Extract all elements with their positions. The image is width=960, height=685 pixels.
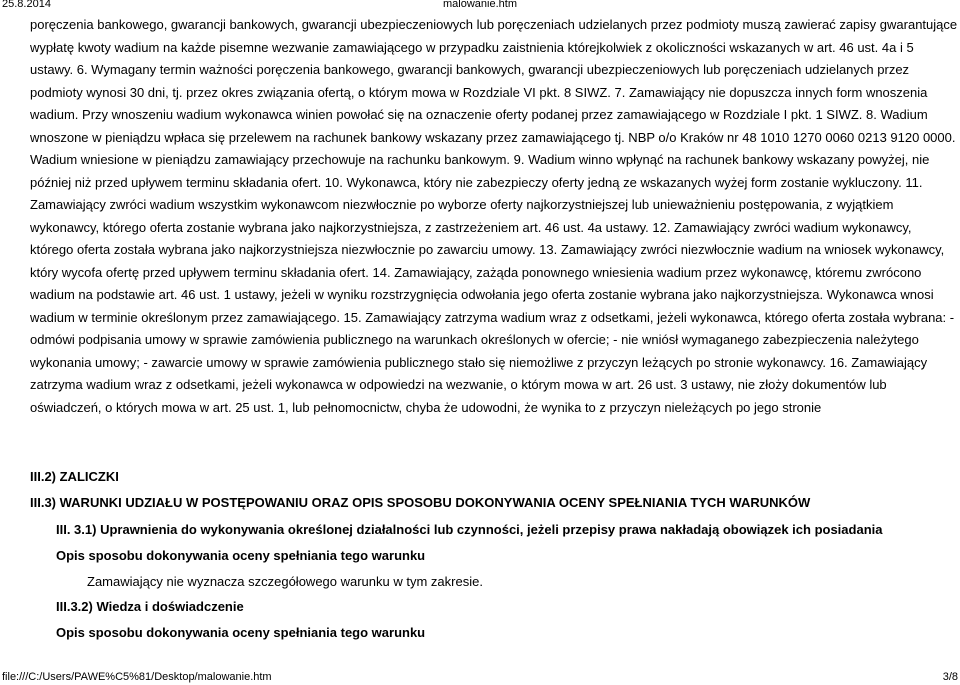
page-number: 3/8 — [942, 671, 958, 683]
section-heading-zaliczki: III.2) ZALICZKI — [30, 469, 119, 484]
file-path: file:///C:/Users/PAWE%C5%81/Desktop/malowanie.htm — [2, 671, 272, 683]
assessment-heading: Opis sposobu dokonywania oceny spełniania tego warunku — [56, 625, 426, 640]
section-heading-warunki: III.3) WARUNKI UDZIAŁU W POSTĘPOWANIU ORAZ OPIS SPOSOBU DOKONYWANIA OCENY SPEŁNIANIA TYCH WARUNKÓW — [30, 495, 811, 510]
assessment-heading: Opis sposobu dokonywania oceny spełniania tego warunku — [56, 548, 426, 563]
document-title: malowanie.htm — [443, 0, 517, 10]
subsection-heading-wiedza: III.3.2) Wiedza i doświadczenie — [56, 599, 244, 614]
subsection-heading-uprawnienia: III. 3.1) Uprawnienia do wykonywania określonej działalności lub czynności, jeżeli przepisy prawa nakładają obowiązek ich posiadania — [56, 522, 883, 537]
body-paragraph: poręczenia bankowego, gwarancji bankowych, gwarancji ubezpieczeniowych lub poręczeniach udzielanych przez podmioty muszą zawierać zapisy gwarantujące wypłatę kwoty wadium na każde pisemne wezwanie zamawiającego w przypadku zaistnienia którejkolwiek z okoliczności wskazanych w art. 46 ust. 4a i 5 ustawy. 6. Wymagany termin ważności poręczenia bankowego, gwarancji bankowych, gwarancji ubezpieczeniowych lub poręczeniach udzielanych przez podmioty wynosi 30 dni, tj. przez okres związania ofertą, o którym mowa w Rozdziale VI pkt. 8 SIWZ. 7. Zamawiający nie dopuszcza innych form wnoszenia wadium. Przy wnoszeniu wadium wykonawca winien powołać się na oznaczenie oferty podanej przez zamawiającego w Rozdziale I pkt. 1 SIWZ. 8. Wadium wnoszone w pieniądzu wpłaca się przelewem na rachunek bankowy wskazany przez zamawiającego tj. NBP o/o Kraków nr 48 1010 1270 0060 0213 9120 0000. Wadium wniesione w pieniądzu zamawiający przechowuje na rachunku bankowym. 9. Wadium winno wpłynąć na rachunek bankowy wskazany powyżej, nie później niż przed upływem terminu składania ofert. 10. Wykonawca, który nie zabezpieczy oferty jedną ze wskazanych wyżej form zostanie wykluczony. 11. Zamawiający zwróci wadium wszystkim wykonawcom niezwłocznie po wyborze oferty najkorzystniejszej lub unieważnieniu postępowania, z wyjątkiem wykonawcy, którego oferta zostanie wybrana jako najkorzystniejsza, z zastrzeżeniem art. 46 ust. 4a ustawy. 12. Zamawiający zwróci wadium wykonawcy, którego oferta została wybrana jako najkorzystniejsza niezwłocznie po zawarciu umowy. 13. Zamawiający zwróci niezwłocznie wadium na wniosek wykonawcy, który wycofa ofertę przed upływem terminu składania ofert. 14. Zamawiający, zażąda ponownego wniesienia wadium przez wykonawcę, któremu zwrócono wadium na podstawie art. 46 ust. 1 ustawy, jeżeli w wyniku rozstrzygnięcia odwołania jego oferta zostanie wybrana jako najkorzystniejsza. Wykonawca wnosi wadium w terminie określonym przez zamawiającego. 15. Zamawiający zatrzyma wadium wraz z odsetkami, jeżeli wykonawca, którego oferta została wybrana: - odmówi podpisania umowy w sprawie zamówienia publicznego na warunkach określonych w ofercie; - nie wniósł wymaganego zabezpieczenia należytego wykonania umowy; - zawarcie umowy w sprawie zamówienia publicznego stało się niemożliwe z przyczyn leżących po stronie wykonawcy. 16. Zamawiający zatrzyma wadium wraz z odsetkami, jeżeli wykonawca w odpowiedzi na wezwanie, o którym mowa w art. 26 ust. 3 ustawy, nie złoży dokumentów lub oświadczeń, o których mowa w art. 25 ust. 1, lub pełnomocnictw, chyba że udowodni, że wynika to z przyczyn nieleżących po jego stronie — [30, 17, 958, 415]
assessment-text: Zamawiający nie wyznacza szczegółowego warunku w tym zakresie. — [87, 574, 483, 589]
print-date: 25.8.2014 — [2, 0, 51, 10]
